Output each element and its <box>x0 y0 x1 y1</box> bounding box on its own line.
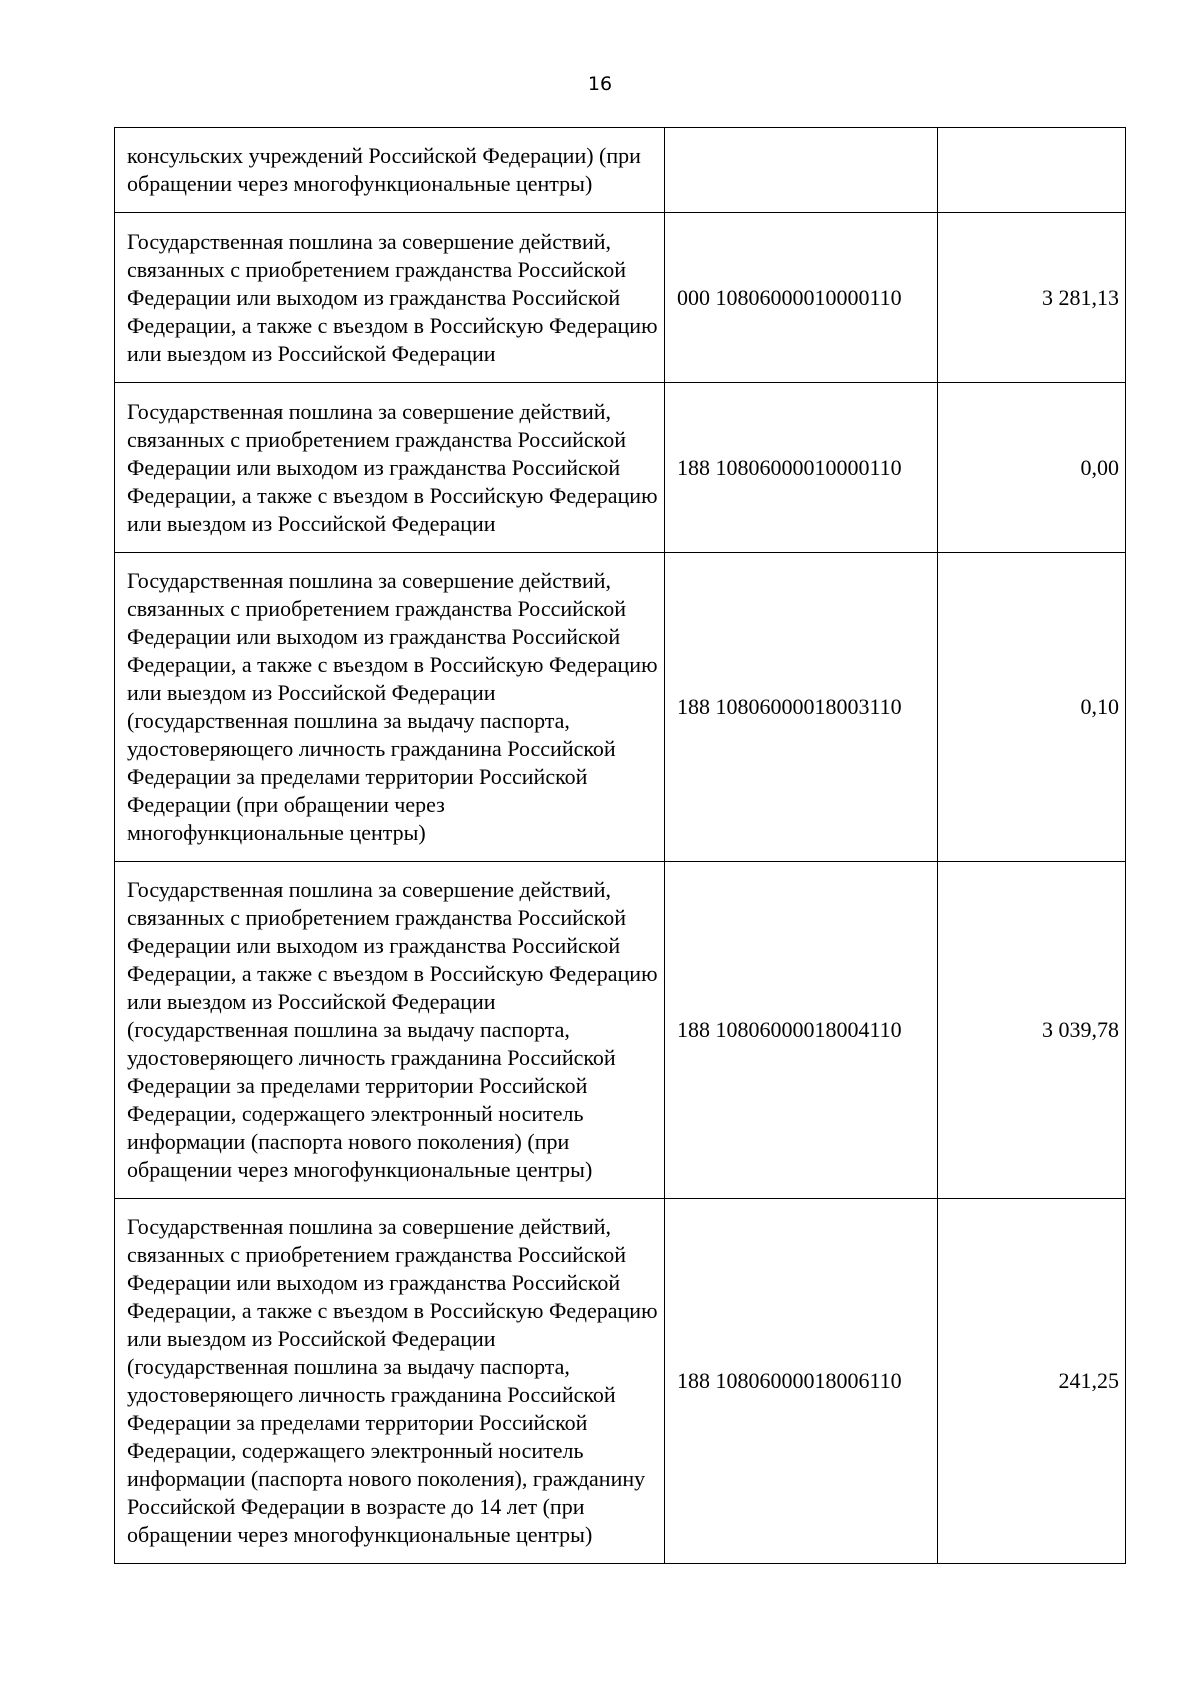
table-row <box>115 128 1126 213</box>
page-number: 16 <box>587 73 613 95</box>
amount-cell: 241,25 <box>938 1199 1126 1564</box>
budget-code-cell: 188 10806000018006110 <box>665 1199 938 1564</box>
amount-cell: 0,10 <box>938 553 1126 862</box>
amount-cell: 3 281,13 <box>938 213 1126 383</box>
fee-name-cell: консульских учреждений Российской Федерации) (при обращении через многофункциональные центры) <box>115 128 665 213</box>
table-row <box>115 213 1126 383</box>
budget-code-cell: 188 10806000010000110 <box>665 383 938 553</box>
budget-code-cell <box>665 128 938 213</box>
fee-name-cell: Государственная пошлина за совершение действий, связанных с приобретением гражданства Российской Федерации или выходом из гражданства Российской Федерации, а также с въездом в Российскую Федерацию или выездом из Российской Федерации (государственная пошлина за выдачу паспорта, удостоверяющего личность гражданина Российской Федерации за пределами территории Российской Федерации (при обращении через многофункциональные центры) <box>115 553 665 862</box>
amount-cell <box>938 128 1126 213</box>
table-row <box>115 383 1126 553</box>
amount-cell: 0,00 <box>938 383 1126 553</box>
budget-code-cell: 000 10806000010000110 <box>665 213 938 383</box>
fee-name-cell: Государственная пошлина за совершение действий, связанных с приобретением гражданства Российской Федерации или выходом из гражданства Российской Федерации, а также с въездом в Российскую Федерацию или выездом из Российской Федерации <box>115 383 665 553</box>
budget-code-cell: 188 10806000018003110 <box>665 553 938 862</box>
budget-code-cell: 188 10806000018004110 <box>665 862 938 1199</box>
revenue-table <box>114 127 1126 1564</box>
fee-name-cell: Государственная пошлина за совершение действий, связанных с приобретением гражданства Российской Федерации или выходом из гражданства Российской Федерации, а также с въездом в Российскую Федерацию или выездом из Российской Федерации <box>115 213 665 383</box>
table-row <box>115 1199 1126 1564</box>
table-row <box>115 553 1126 862</box>
amount-cell: 3 039,78 <box>938 862 1126 1199</box>
table-row <box>115 862 1126 1199</box>
fee-name-cell: Государственная пошлина за совершение действий, связанных с приобретением гражданства Российской Федерации или выходом из гражданства Российской Федерации, а также с въездом в Российскую Федерацию или выездом из Российской Федерации (государственная пошлина за выдачу паспорта, удостоверяющего личность гражданина Российской Федерации за пределами территории Российской Федерации, содержащего электронный носитель информации (паспорта нового поколения) (при обращении через многофункциональные центры) <box>115 862 665 1199</box>
fee-name-cell: Государственная пошлина за совершение действий, связанных с приобретением гражданства Российской Федерации или выходом из гражданства Российской Федерации, а также с въездом в Российскую Федерацию или выездом из Российской Федерации (государственная пошлина за выдачу паспорта, удостоверяющего личность гражданина Российской Федерации за пределами территории Российской Федерации, содержащего электронный носитель информации (паспорта нового поколения), гражданину Российской Федерации в возрасте до 14 лет (при обращении через многофункциональные центры) <box>115 1199 665 1564</box>
